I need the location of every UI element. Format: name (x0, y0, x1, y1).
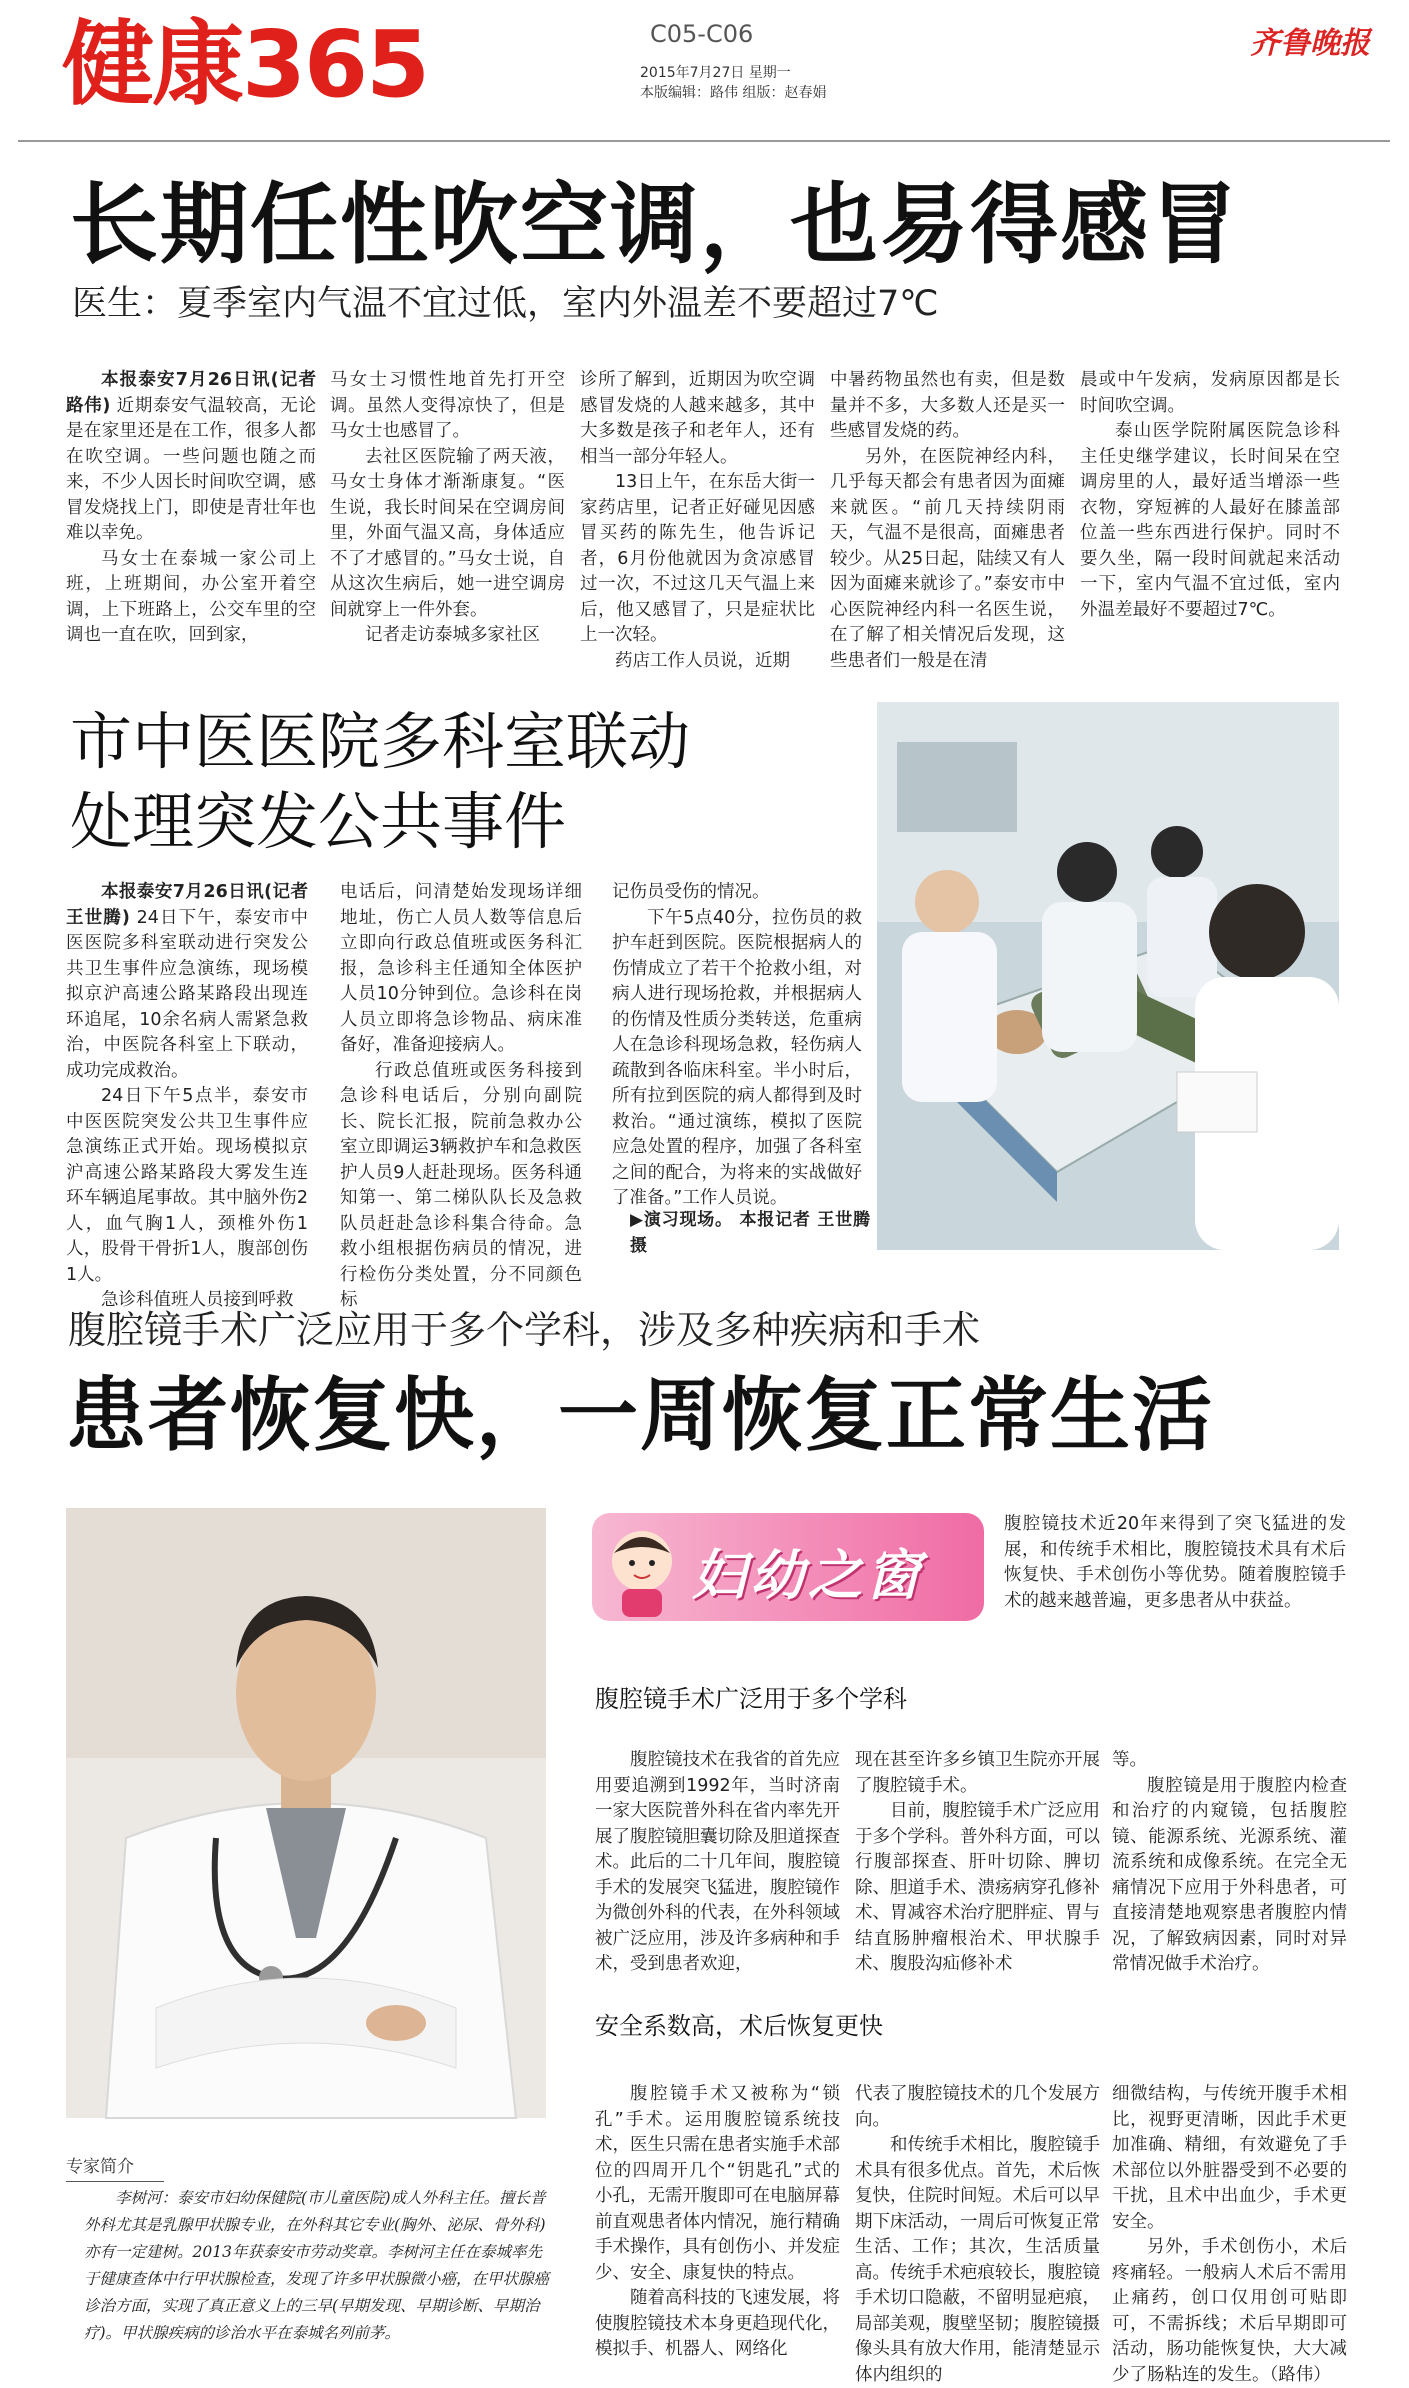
article1-column-5 (1080, 368, 1340, 640)
page-range: C05-C06 (650, 20, 754, 48)
article3-sec2-column-1 (595, 2082, 840, 2372)
paragraph: 马女士在泰城一家公司上班，上班期间，办公室开着空调，上下班路上，公交车里的空调也一直在吹，回到家， (66, 548, 316, 645)
article2-headline-line1: 市中医医院多科室联动 (70, 705, 691, 778)
paragraph: 随着高科技的飞速发展，将使腹腔镜技术本身更趋现代化，模拟手、机器人、网络化 (595, 2288, 840, 2359)
emergency-drill-photo (877, 702, 1339, 1250)
paragraph: 腹腔镜手术又被称为“锁孔”手术。运用腹腔镜系统技术，医生只需在患者实施手术部位的四周开几个“钥匙孔”式的小孔，无需开腹即可在电脑屏幕前直观患者体内情况，施行精确手术操作，具有创伤小、并发症少、安全、康复快的特点。 (595, 2084, 840, 2283)
baby-mascot-icon (592, 1513, 692, 1621)
paragraph: 腹腔镜是用于腹腔内检查和治疗的内窥镜，包括腹腔镜、能源系统、光源系统、灌流系统和成像系统。在完全无痛情况下应用于外科患者，可直接清楚地观察患者腹腔内情况，了解致病因素，同时对异常情况做手术治疗。 (1112, 1775, 1347, 1974)
expert-bio-text: 李树河：泰安市妇幼保健院(市儿童医院)成人外科主任。擅长普外科尤其是乳腺甲状腺专业，在外科其它专业(胸外、泌尿、骨外科)亦有一定建树。2013年获泰安市劳动奖章。李树河主任在泰城率先于健康查体中行甲状腺检查，发现了许多甲状腺微小癌，在甲状腺癌诊治方面，实现了真正意义上的三早(早期发现、早期诊断、早期治疗)。甲状腺疾病的诊治水平在泰城名列前茅。 (84, 2189, 550, 2342)
paragraph: 药店工作人员说，近期 (615, 650, 790, 671)
paragraph: 等。 (1112, 1750, 1147, 1770)
section-logo: 健康365 (62, 11, 429, 118)
article3-sec1-column-2 (855, 1748, 1100, 1978)
paragraph: 去社区医院输了两天液，马女士身体才渐渐康复。“医生说，我长时间呆在空调房间里，外面气温又高，身体适应不了才感冒的。”马女士说，自从这次生病后，她一进空调房间就穿上一件外套。 (330, 446, 565, 620)
header-divider (18, 140, 1390, 142)
article3-sec2-column-2 (855, 2082, 1100, 2385)
article3-sec1-column-1 (595, 1748, 840, 1978)
paragraph: 记者走访泰城多家社区 (365, 625, 540, 645)
expert-bio (84, 2185, 554, 2347)
paragraph: 行政总值班或医务科接到急诊科电话后，分别向副院长、院长汇报，院前急救办公室立即调运3辆救护车和急救医护人员9人赶赴现场。医务科通知第一、第二梯队队长及急救队员赶赴急诊科集合待命。急救小组根据伤病员的情况，进行检伤分类处置，分不同颜色标 (340, 1060, 582, 1310)
paragraph: 记伤员受伤的情况。 (612, 882, 770, 902)
paragraph: 本报泰安7月26日讯(记者 王世腾) 24日下午，泰安市中医医院多科室联动进行突发公共卫生事件应急演练，现场模拟京沪高速公路某路段出现连环追尾，10余名病人需紧急救治，中医院各科室上下联动，成功完成救治。 (66, 882, 308, 1081)
article1-column-1 (66, 368, 316, 645)
article2-column-1 (66, 880, 308, 1310)
paragraph: 细微结构，与传统开腹手术相比，视野更清晰，因此手术更加准确、精细，有效避免了手术部位以外脏器受到不必要的干扰，且术中出血少，手术更安全。 (1112, 2084, 1347, 2232)
expert-label: 专家简介 (66, 2152, 164, 2182)
article3-subhead-1: 腹腔镜手术广泛用于多个学科 (595, 1685, 907, 1713)
expert-portrait-photo (66, 1508, 546, 2118)
issue-date: 2015年7月27日 星期一 (640, 65, 791, 81)
article2-headline (70, 702, 690, 862)
paragraph: 马女士习惯性地首先打开空调。虽然人变得凉快了，但是马女士也感冒了。 (330, 370, 565, 441)
article2-headline-line2: 处理突发公共事件 (70, 785, 567, 858)
article1-column-2 (330, 368, 565, 645)
article1-headline: 长期任性吹空调，也易得感冒 (70, 173, 1241, 276)
paragraph: 另外，在医院神经内科，几乎每天都会有患者因为面瘫来就医。“前几天持续阴雨天，气温不是很高，面瘫患者较少。从25日起，陆续又有人因为面瘫来就诊了。”泰安市中心医院神经内科一名医生说，在了解了相关情况后发现，这些患者们一般是在清 (830, 446, 1065, 671)
paragraph: 腹腔镜技术在我省的首先应用要追溯到1992年，当时济南一家大医院普外科在省内率先开展了腹腔镜胆囊切除及胆道探查术。此后的二十几年间，腹腔镜手术的发展突飞猛进，腹腔镜作为微创外科的代表，在外科领域被广泛应用，涉及许多病种和手术，受到患者欢迎， (595, 1750, 840, 1974)
paragraph: 诊所了解到，近期因为吹空调感冒发烧的人越来越多，其中大多数是孩子和老年人，还有相当一部分年轻人。 (580, 370, 815, 467)
newspaper-logo: 齐鲁晚报 (1250, 26, 1370, 61)
article2-column-3 (612, 880, 862, 1210)
paragraph: 本报泰安7月26日讯(记者 路伟) 近期泰安气温较高，无论是在家里还是在工作，很多人都在吹空调。一些问题也随之而来，不少人因长时间吹空调，感冒发烧找上门，即使是青壮年也难以幸免。 (66, 370, 316, 543)
editors-line: 本版编辑：路伟 组版：赵春娟 (640, 85, 827, 101)
paragraph: 晨或中午发病，发病原因都是长时间吹空调。 (1080, 370, 1340, 416)
article3-sec2-column-3 (1112, 2082, 1347, 2385)
paragraph: 电话后，问清楚始发现场详细地址，伤亡人员人数等信息后立即向行政总值班或医务科汇报，急诊科主任通知全体医护人员10分钟到位。急诊科在岗人员立即将急诊物品、病床准备好，准备迎接病人。 (340, 882, 582, 1055)
column-badge-title: 妇幼之窗 (692, 1544, 924, 1607)
column-badge (592, 1513, 984, 1621)
paragraph: 现在甚至许多乡镇卫生院亦开展了腹腔镜手术。 (855, 1750, 1100, 1796)
paragraph: 下午5点40分，拉伤员的救护车赶到医院。医院根据病人的伤情成立了若干个抢救小组，对病人进行现场抢救，并根据病人的伤情及性质分类转送，危重病人在急诊科现场急救，轻伤病人疏散到各临床科室。半小时后，所有拉到医院的病人都得到及时救治。“通过演练，模拟了医院应急处置的程序，加强了各科室之间的配合，为将来的实战做好了准备。”工作人员说。 (612, 907, 862, 1208)
article3-sec1-column-3 (1112, 1748, 1347, 1978)
article3-subhead-2: 安全系数高，术后恢复更快 (595, 2012, 883, 2040)
paragraph: 和传统手术相比，腹腔镜手术具有很多优点。首先，术后恢复快，住院时间短。术后可以早期下床活动，一周后可恢复正常生活、工作；其次，生活质量高。传统手术疤痕较长，腹腔镜手术切口隐蔽，不留明显疤痕，局部美观，腹壁坚韧；腹腔镜摄像头具有放大作用，能清楚显示体内组织的 (855, 2135, 1100, 2385)
photo-caption: ▶演习现场。 本报记者 王世腾 摄 (630, 1210, 870, 1256)
article1-column-4 (830, 368, 1065, 671)
paragraph: 代表了腹腔镜技术的几个发展方向。 (855, 2084, 1100, 2130)
paragraph: 24日下午5点半，泰安市中医医院突发公共卫生事件应急演练正式开始。现场模拟京沪高速公路某路段大雾发生连环车辆追尾事故。其中脑外伤2人，血气胸1人，颈椎外伤1人，股骨干骨折1人，腹部创伤1人。 (66, 1086, 308, 1285)
paragraph: 另外，手术创伤小，术后疼痛轻。一般病人术后不需用止痛药，创口仅用创可贴即可，不需拆线；术后早期即可活动，肠功能恢复快，大大减少了肠粘连的发生。（路伟） (1112, 2237, 1347, 2385)
paragraph: 13日上午，在东岳大街一家药店里，记者正好碰见因感冒买药的陈先生，他告诉记者，6月份他就因为贪凉感冒过一次，不过这几天气温上来后，他又感冒了，只是症状比上一次轻。 (580, 472, 815, 645)
paragraph: 急诊科值班人员接到呼救 (101, 1290, 294, 1310)
paragraph: 中暑药物虽然也有卖，但是数量并不多，大多数人还是买一些感冒发烧的药。 (830, 370, 1065, 441)
article3-intro: 腹腔镜技术近20年来得到了突飞猛进的发展，和传统手术相比，腹腔镜技术具有术后恢复快、手术创伤小等优势。随着腹腔镜手术的越来越普遍，更多患者从中获益。 (1004, 1514, 1346, 1611)
article2-column-2 (340, 880, 582, 1310)
paragraph: 泰山医学院附属医院急诊科主任史继学建议，长时间呆在空调房里的人，最好适当增添一些衣物，穿短裤的人最好在膝盖部位盖一些东西进行保护。同时不要久坐，隔一段时间就起来活动一下，室内气温不宜过低，室内外温差最好不要超过7℃。 (1080, 421, 1340, 620)
article3-headline: 患者恢复快，一周恢复正常生活 (66, 1369, 1214, 1462)
article3-kicker: 腹腔镜手术广泛应用于多个学科，涉及多种疾病和手术 (68, 1308, 981, 1352)
article1-subheadline: 医生：夏季室内气温不宜过低，室内外温差不要超过7℃ (72, 284, 939, 324)
paragraph: 目前，腹腔镜手术广泛应用于多个学科。普外科方面，可以行腹部探查、肝叶切除、脾切除、胆道手术、溃疡病穿孔修补术、胃减容术治疗肥胖症、胃与结直肠肿瘤根治术、甲状腺手术、腹股沟疝修补术 (855, 1801, 1100, 1974)
article1-column-3 (580, 368, 815, 671)
